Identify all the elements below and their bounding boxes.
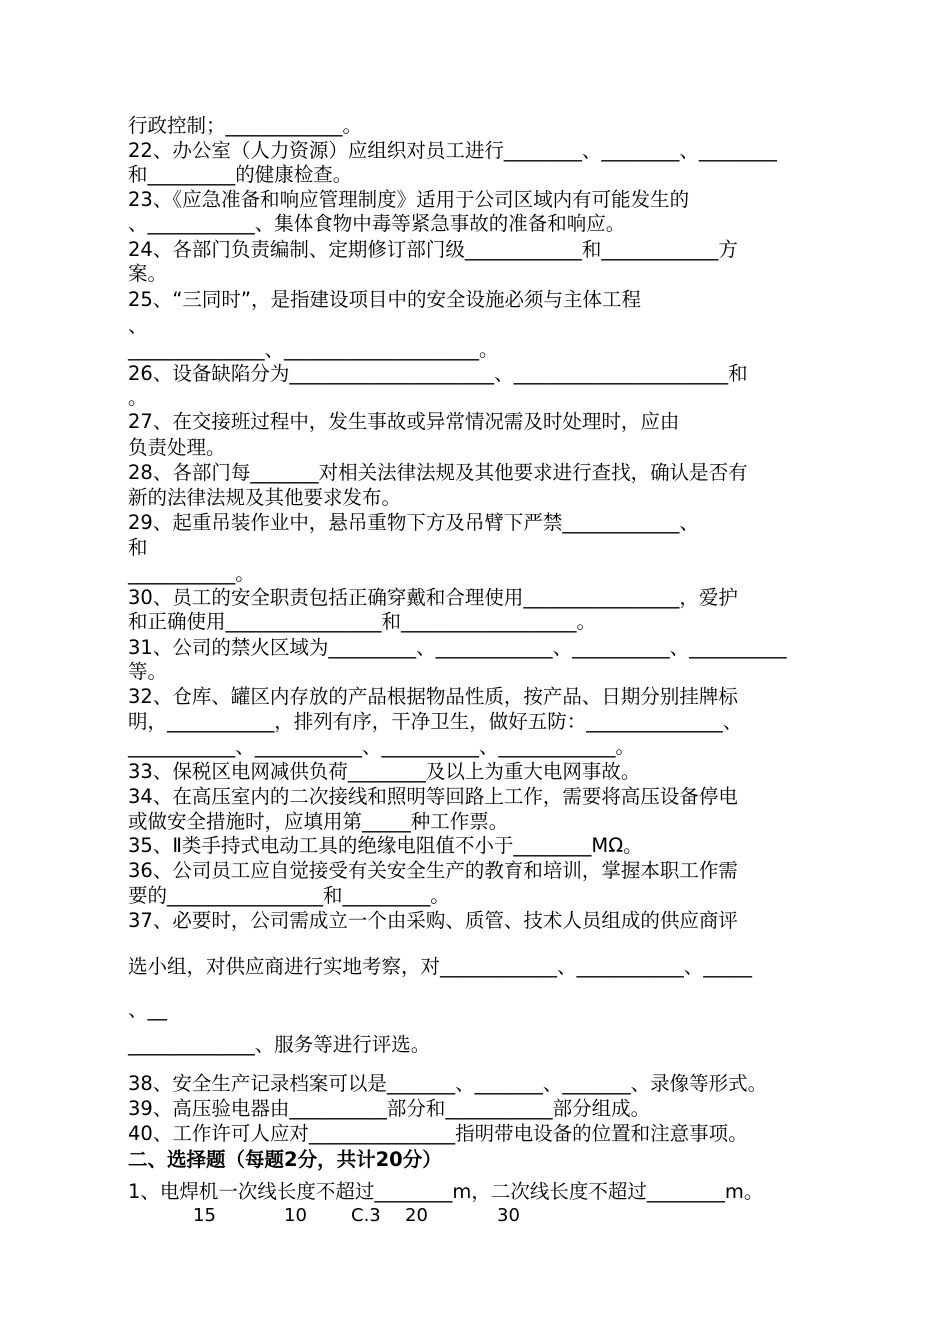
question-24: 24、各部门负责编制、定期修订部门级____________和____________方 (128, 238, 738, 261)
question-23: 23、《应急准备和响应管理制度》适用于公司区域内有可能发生的 (128, 188, 690, 211)
text-line: 案。 (128, 262, 168, 285)
question-29: 29、起重吊装作业中，悬吊重物下方及吊臂下严禁____________、 (128, 511, 699, 534)
text-line: 和正确使用________________和__________________。 (128, 610, 597, 633)
text-line: 、 (128, 314, 148, 337)
text-line: ______________、____________________。 (128, 338, 499, 361)
text-line: _____________、服务等进行评选。 (128, 1033, 431, 1056)
question-32: 32、仓库、罐区内存放的产品根据物品性质，按产品、日期分别挂牌标 (128, 685, 738, 708)
question-38: 38、安全生产记录档案可以是_______、_______、_______、录像等形式。 (128, 1072, 768, 1095)
question-35: 35、Ⅱ类手持式电动工具的绝缘电阻值不小于________MΩ。 (128, 834, 643, 857)
option-value: 10 (284, 1205, 307, 1226)
question-26: 26、设备缺陷分为_____________________、______________________和 (128, 362, 748, 385)
text-line: 新的法律法规及其他要求发布。 (128, 486, 402, 509)
option-value: 20 (405, 1205, 428, 1226)
text-line: 明，___________，排列有序，干净卫生，做好五防：______________、 (128, 710, 743, 733)
text-line: 负责处理。 (128, 436, 226, 459)
question-39: 39、高压验电器由__________部分和___________部分组成。 (128, 1097, 651, 1120)
option-value: 15 (193, 1205, 216, 1226)
text-line: 或做安全措施时，应填用第_____种工作票。 (128, 810, 509, 833)
section-heading: 二、选择题（每题2分，共计20分） (128, 1148, 442, 1171)
question-31: 31、公司的禁火区域为_________、____________、__________、__________ (128, 636, 787, 659)
question-40: 40、工作许可人应对_______________指明带电设备的位置和注意事项。 (128, 1122, 748, 1145)
question-33: 33、保税区电网减供负荷________及以上为重大电网事故。 (128, 760, 641, 783)
option-value: C.3 (351, 1205, 381, 1226)
text-line: 和 (128, 536, 148, 559)
text-line: ___________、___________、__________、____________。 (128, 735, 635, 758)
question-36: 36、公司员工应自觉接受有关安全生产的教育和培训，掌握本职工作需 (128, 859, 738, 882)
text-line: 、__ (128, 998, 168, 1021)
text-line: 、___________、集体食物中毒等紧急事故的准备和响应。 (128, 212, 626, 235)
question-28: 28、各部门每_______对相关法律法规及其他要求进行查找，确认是否有 (128, 461, 748, 484)
question-27: 27、在交接班过程中，发生事故或异常情况需及时处理时，应由 (128, 410, 680, 433)
choice-question-1: 1、电焊机一次线长度不超过________m，二次线长度不超过________m。 (128, 1180, 764, 1203)
text-line: 要的________________和_________。 (128, 884, 450, 907)
text-line: 等。 (128, 660, 168, 683)
text-line: 。 (128, 386, 148, 409)
question-22: 22、办公室（人力资源）应组织对员工进行________、________、________ (128, 139, 777, 162)
text-line: 和_________的健康检查。 (128, 163, 353, 186)
question-25: 25、“三同时”，是指建设项目中的安全设施必须与主体工程 (128, 288, 642, 311)
question-37: 37、必要时，公司需成立一个由采购、质管、技术人员组成的供应商评 (128, 909, 738, 932)
text-line: 选小组，对供应商进行实地考察，对____________、___________、_____ (128, 955, 753, 978)
option-value: 30 (497, 1205, 520, 1226)
question-30: 30、员工的安全职责包括正确穿戴和合理使用________________，爱护 (128, 586, 738, 609)
text-line: 行政控制；____________。 (128, 114, 363, 137)
question-34: 34、在高压室内的二次接线和照明等回路上工作，需要将高压设备停电 (128, 785, 738, 808)
text-line: ___________。 (128, 562, 255, 585)
